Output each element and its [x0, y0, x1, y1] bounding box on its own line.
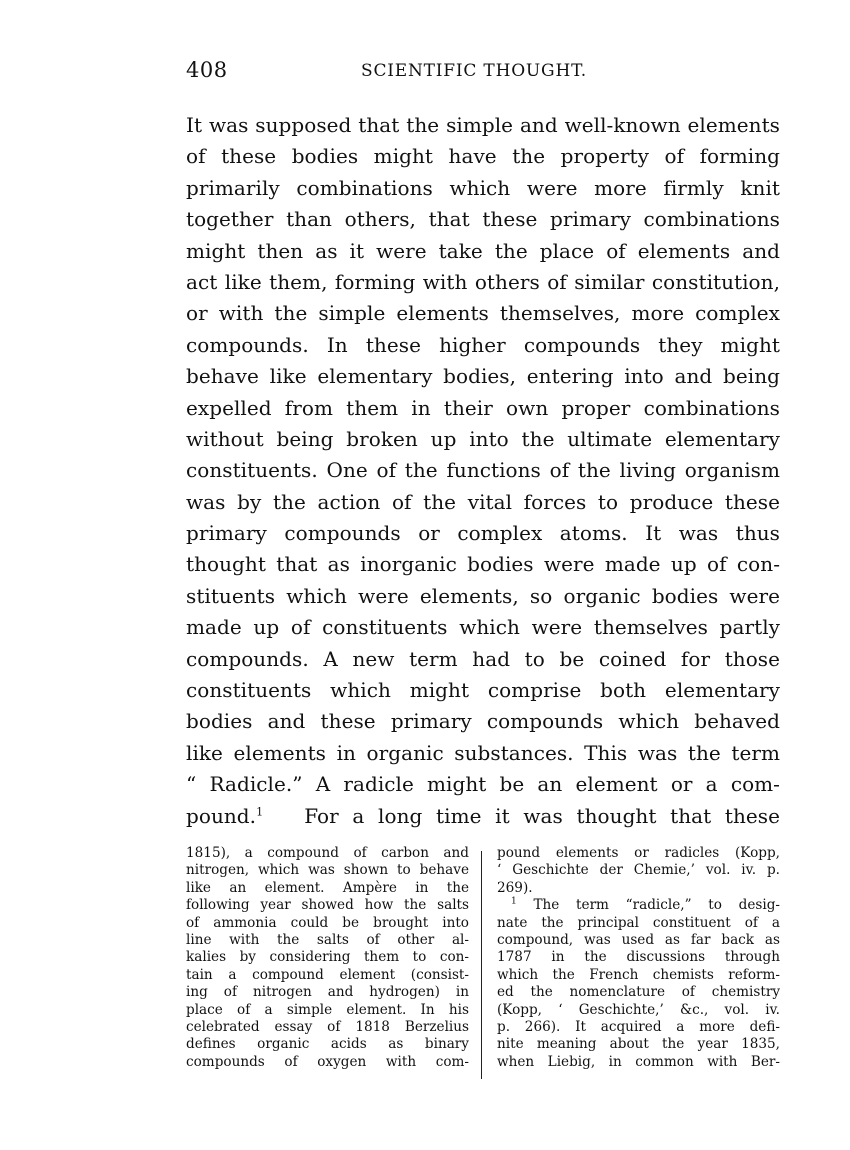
footnote-line-with-marker: [497, 897, 780, 914]
text-line: expelled from them in their own proper combinations: [186, 395, 780, 420]
main-text: [186, 110, 780, 832]
footnote-line: tain a compound element (consist-: [186, 966, 469, 983]
footnote-line: which the French chemists reform-: [497, 966, 780, 983]
footnote-line: following year showed how the salts: [186, 897, 469, 914]
footnote-line: like an element. Ampère in the: [186, 879, 469, 896]
text-line: like elements in organic substances. This was the term: [186, 740, 780, 765]
footnote-line: compound, was used as far back as: [497, 931, 780, 948]
footnote-line: p. 266). It acquired a more defi-: [497, 1018, 780, 1035]
text-line: of these bodies might have the property of forming: [186, 144, 780, 169]
footnote-line: nite meaning about the year 1835,: [497, 1036, 780, 1053]
footnote-line: 1815), a compound of carbon and: [186, 845, 469, 861]
column-divider: [481, 851, 482, 1079]
footnote-column-left: [186, 845, 469, 1071]
text-fragment: pound.: [186, 803, 257, 828]
footnote-line: kalies by considering them to con-: [186, 949, 469, 966]
footnote-line: ing of nitrogen and hydrogen) in: [186, 984, 469, 1001]
text-line: without being broken up into the ultimate elementary: [186, 426, 780, 451]
page-number: 408: [186, 58, 228, 82]
footnote-text: The term “radicle,” to desig-: [533, 897, 781, 914]
text-line: or with the simple elements themselves, more complex: [186, 301, 780, 326]
footnote-line: place of a simple element. In his: [186, 1001, 469, 1018]
footnote-line: pound elements or radicles (Kopp,: [497, 845, 780, 861]
text-line: compounds. In these higher compounds they might: [186, 332, 780, 357]
footnote-line: of ammonia could be brought into: [186, 914, 469, 931]
text-fragment: For a long time it was thought that these: [304, 803, 780, 828]
footnote-line: nitrogen, which was shown to behave: [186, 862, 469, 879]
footnote-line: defines organic acids as binary: [186, 1036, 469, 1053]
text-line: primary compounds or complex atoms. It was thus: [186, 521, 780, 546]
text-line: act like them, forming with others of similar constitution,: [186, 269, 780, 294]
text-line: constituents which might comprise both elementary: [186, 678, 780, 703]
footnote-marker: 1: [511, 896, 517, 907]
text-line: behave like elementary bodies, entering into and being: [186, 364, 780, 389]
footnote-line: 269).: [497, 879, 533, 896]
footnote-line: line with the salts of other al-: [186, 931, 469, 948]
running-head: SCIENTIFIC THOUGHT.: [361, 61, 587, 81]
text-line: stituents which were elements, so organic bodies were: [186, 583, 780, 608]
text-line: thought that as inorganic bodies were made up of con-: [186, 552, 780, 577]
footnote-line: 1787 in the discussions through: [497, 949, 780, 966]
footnote-line: (Kopp, ‘ Geschichte,’ &c., vol. iv.: [497, 1001, 780, 1018]
text-line: was by the action of the vital forces to produce these: [186, 489, 780, 514]
text-line: might then as it were take the place of elements and: [186, 238, 780, 263]
footnote-reference[interactable]: 1: [256, 804, 264, 818]
text-line: bodies and these primary compounds which behaved: [186, 709, 780, 734]
text-line: together than others, that these primary combinations: [186, 207, 780, 232]
footnote-line: nate the principal constituent of a: [497, 914, 780, 931]
footnote-column-right: [497, 845, 780, 1071]
footnote-line: ed the nomenclature of chemistry: [497, 984, 780, 1001]
text-line: made up of constituents which were themselves partly: [186, 615, 780, 640]
footnote-line: compounds of oxygen with com-: [186, 1053, 469, 1070]
text-line-with-footnote: [186, 801, 780, 832]
text-line: primarily combinations which were more firmly knit: [186, 175, 780, 200]
page-header: [186, 58, 780, 88]
text-line: constituents. One of the functions of the living organism: [186, 458, 780, 483]
text-line: compounds. A new term had to be coined for those: [186, 646, 780, 671]
footnotes: [186, 845, 780, 1085]
footnote-line: when Liebig, in common with Ber-: [497, 1053, 780, 1070]
footnote-line: celebrated essay of 1818 Berzelius: [186, 1018, 469, 1035]
text-line: “ Radicle.” A radicle might be an element or a com-: [186, 772, 780, 797]
footnote-line: ‘ Geschichte der Chemie,’ vol. iv. p.: [497, 862, 780, 879]
text-line: It was supposed that the simple and well-known elements: [186, 113, 780, 137]
